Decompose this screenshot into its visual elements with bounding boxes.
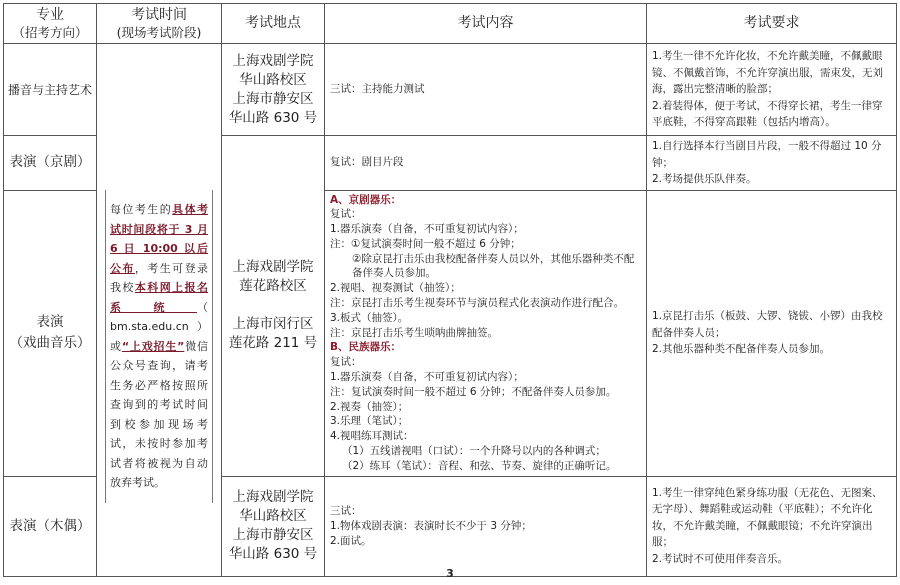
section-b-title: B、民族器乐： [330, 341, 402, 354]
content-broadcast: 三试：主持能力测试 [325, 44, 647, 136]
major-opera-music: 表演 （戏曲音乐） [4, 190, 97, 476]
major-broadcast: 播音与主持艺术 [4, 44, 97, 136]
location-huashan-2: 上海戏剧学院 华山路校区 上海市静安区 华山路 630 号 [222, 476, 325, 576]
row-broadcast [4, 44, 897, 136]
exam-schedule-table [3, 3, 897, 577]
major-puppet: 表演（木偶） [4, 476, 97, 576]
header-time: 考试时间 (现场考试阶段) [97, 4, 222, 44]
content-jingju: 复试：剧目片段 [325, 136, 647, 191]
location-huashan-1: 上海戏剧学院 华山路校区 上海市静安区 华山路 630 号 [222, 44, 325, 136]
header-requirements: 考试要求 [647, 4, 897, 44]
header-major: 专业 （招考方向） [4, 4, 97, 44]
header-row [4, 4, 897, 44]
page-number: 3 [446, 567, 454, 580]
content-opera-music: A、京剧器乐： 复试： 1.器乐演奏（自备，不可重复初试内容）； 注：①复试演奏时间一般不超过 6 分钟； ②除京昆打击乐由我校配备伴奏人员以外，其他乐器种类不配备伴奏人员参加。 2.视唱、视奏测试（抽签）； 注：京昆打击乐考生视奏环节与演员程式化表演动作进行配合。 3.板式（抽签）。 注：京昆打击乐考生唢呐曲牌抽签。 B、民族器乐： 复试： 1.器乐演奏（自备，不可重复初试内容）； 注：复试演奏时间一般不超过 6 分钟；不配备伴奏人员参加。 2.视奏（抽签）； 3.乐理（笔试）； 4.视唱练耳测试： （1）五线谱视唱（口试）：一个升降号以内的各种调式； （2）练耳（笔试）：音程、和弦、节奏、旋律的正确听记。 [325, 190, 647, 476]
requirements-jingju: 1.自行选择本行当剧目片段，一般不得超过 10 分钟； 2.考场提供乐队伴奏。 [647, 136, 897, 191]
exam-time-cell [97, 44, 222, 577]
requirements-opera-music: 1.京昆打击乐（板鼓、大锣、铙钹、小锣）由我校配备伴奏人员； 2.其他乐器种类不配备伴奏人员参加。 [647, 190, 897, 476]
major-jingju: 表演（京剧） [4, 136, 97, 191]
section-a-title: A、京剧器乐： [330, 193, 402, 206]
location-lianhua: 上海戏剧学院 莲花路校区 上海市闵行区 莲花路 211 号 [222, 136, 325, 477]
content-puppet: 三试： 1.物体戏剧表演：表演时长不少于 3 分钟； 2.面试。 [325, 476, 647, 576]
header-location: 考试地点 [222, 4, 325, 44]
requirements-puppet: 1.考生一律穿纯色紧身练功服（无花色、无图案、无字母）、舞蹈鞋或运动鞋（平底鞋）；不允许化妆，不允许戴美瞳，不佩戴眼镜；不允许穿演出服； 2.考试时不可使用伴奏音乐。 [647, 476, 897, 576]
exam-time-note: 每位考生的具体考试时间段将于 3 月 6 日 10:00 以后公布，考生可登录我校本科网上报名系统（ bm.sta.edu.cn ）或“上戏招生”微信公众号查询，请考生务必严格按照所查询到的考试时间到校参加现场考试，未按时参加考试者将被视为自动放弃考试。 [105, 190, 213, 503]
requirements-broadcast: 1.考生一律不允许化妆，不允许戴美瞳，不佩戴眼镜、不佩戴首饰，不允许穿演出服，需束发，无刘海，露出完整清晰的脸部； 2.着装得体，便于考试，不得穿长裙，考生一律穿平底鞋，不得穿高跟鞋（包括内增高）。 [647, 44, 897, 136]
header-content: 考试内容 [325, 4, 647, 44]
